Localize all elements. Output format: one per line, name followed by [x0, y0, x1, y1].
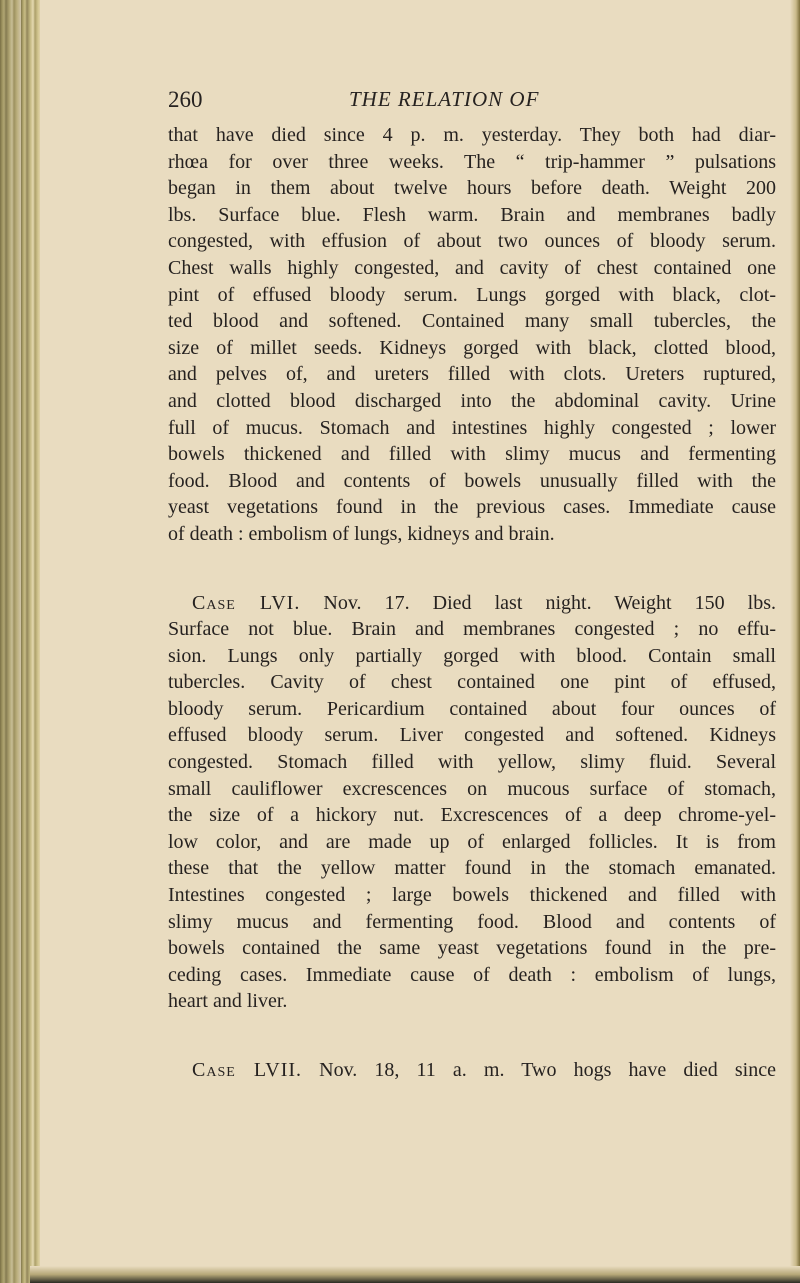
- book-gutter: [0, 0, 40, 1283]
- text-line: full of mucus. Stomach and intestines highly congested ; lower: [168, 416, 776, 439]
- text-line: [168, 1057, 776, 1084]
- case-label: Case LVI.: [192, 591, 301, 614]
- paragraph-spacer: [168, 1015, 776, 1057]
- paragraph-1: [168, 122, 776, 548]
- text-line: sion. Lungs only partially gorged with blood. Contain small: [168, 644, 776, 667]
- text-line: slimy mucus and fermenting food. Blood and contents of: [168, 910, 776, 933]
- page-edge: [790, 0, 800, 1283]
- text-line: Intestines congested ; large bowels thickened and filled with: [168, 884, 776, 907]
- text-line: bowels contained the same yeast vegetations found in the pre-: [168, 937, 776, 960]
- text-line: and pelves of, and ureters filled with clots. Ureters ruptured,: [168, 363, 776, 386]
- text-line: low color, and are made up of enlarged follicles. It is from: [168, 830, 776, 853]
- text-line: size of millet seeds. Kidneys gorged with black, clotted blood,: [168, 336, 776, 359]
- text-line: bloody serum. Pericardium contained about four ounces of: [168, 697, 776, 720]
- case-label: Case LVII.: [192, 1059, 303, 1081]
- text-line: Chest walls highly congested, and cavity of chest contained one: [168, 256, 776, 279]
- case-first-line: Nov. 18, 11 a. m. Two hogs have died since: [302, 1059, 776, 1081]
- text-line: ceding cases. Immediate cause of death : embolism of lungs,: [168, 963, 776, 986]
- text-line: pint of effused bloody serum. Lungs gorged with black, clot-: [168, 283, 776, 306]
- case-first-line: Nov. 17. Died last night. Weight 150 lbs.: [300, 591, 776, 614]
- text-line: began in them about twelve hours before death. Weight 200: [168, 177, 776, 200]
- body-text: [168, 122, 776, 1084]
- running-head: THE RELATION OF: [349, 87, 540, 111]
- text-line: these that the yellow matter found in the stomach emanated.: [168, 857, 776, 880]
- paragraph-case-lvi: [168, 590, 776, 1016]
- text-line: small cauliflower excrescences on mucous surface of stomach,: [168, 777, 776, 800]
- text-line: that have died since 4 p. m. yesterday. They both had diar-: [168, 124, 776, 146]
- page-number: 260: [168, 87, 203, 112]
- text-line: congested, with effusion of about two ounces of bloody serum.: [168, 230, 776, 253]
- page-bottom-edge: [30, 1266, 800, 1283]
- paragraph-case-lvii: [168, 1057, 776, 1084]
- text-line: effused bloody serum. Liver congested and softened. Kidneys: [168, 724, 776, 747]
- text-line: ted blood and softened. Contained many small tubercles, the: [168, 310, 776, 333]
- text-line: of death : embolism of lungs, kidneys and brain.: [168, 522, 555, 545]
- paragraph-spacer: [168, 548, 776, 590]
- text-line: yeast vegetations found in the previous cases. Immediate cause: [168, 496, 776, 519]
- text-line: lbs. Surface blue. Flesh warm. Brain and membranes badly: [168, 203, 776, 226]
- text-line: tubercles. Cavity of chest contained one pint of effused,: [168, 671, 776, 694]
- page-header: [168, 87, 774, 117]
- text-line: food. Blood and contents of bowels unusually filled with the: [168, 469, 776, 492]
- text-line: the size of a hickory nut. Excrescences of a deep chrome-yel-: [168, 804, 776, 827]
- text-line: heart and liver.: [168, 990, 288, 1013]
- text-line: rhœa for over three weeks. The “ trip-hammer ” pulsations: [168, 150, 776, 173]
- text-line: and clotted blood discharged into the abdominal cavity. Urine: [168, 389, 776, 412]
- text-line: bowels thickened and filled with slimy mucus and fermenting: [168, 443, 776, 466]
- text-line: [168, 590, 776, 617]
- text-line: congested. Stomach filled with yellow, slimy fluid. Several: [168, 751, 776, 774]
- text-line: Surface not blue. Brain and membranes congested ; no effu-: [168, 618, 776, 641]
